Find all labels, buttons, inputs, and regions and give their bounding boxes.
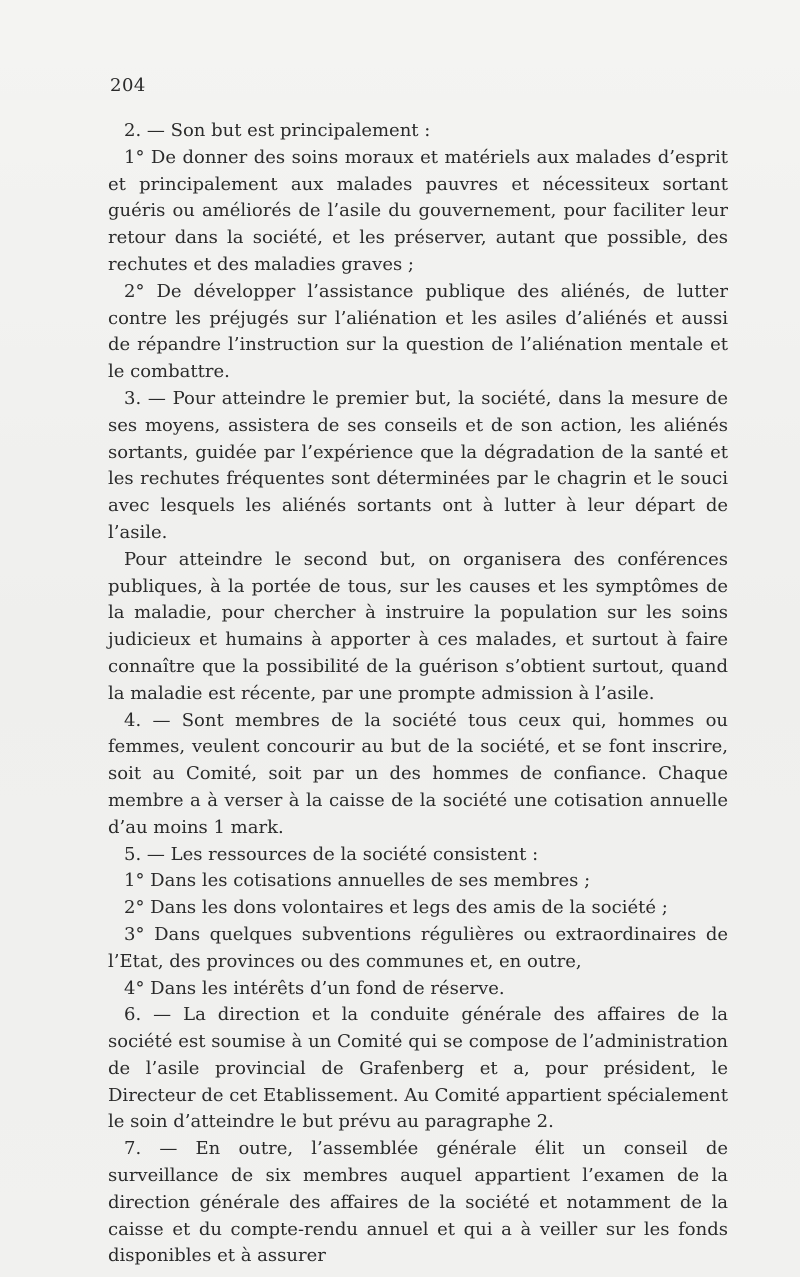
paragraph-article-5-item-4: 4° Dans les intérêts d’un fond de réserve. (124, 977, 505, 999)
body-text (108, 118, 728, 1270)
paragraph-article-2-item-1: 1° De donner des soins moraux et matériels aux malades d’esprit et principalement aux malades pauvres et nécessiteux sortant guéris ou améliorés de l’asile du gouvernement, pour faciliter leur retour dans la société, et les préserver, autant que possible, des rechutes et des maladies graves ; (108, 146, 728, 275)
paragraph-article-7: 7. — En outre, l’assemblée générale élit un conseil de surveillance de six membres auquel appartient l’examen de la direction générale des affaires de la société et notamment de la caisse et du compte-rendu annuel et qui a à veiller sur les fonds disponibles et à assurer (108, 1138, 728, 1267)
paragraph-article-3-second-goal: Pour atteindre le second but, on organisera des conférences publiques, à la portée de tous, sur les causes et les symptômes de la maladie, pour chercher à instruire la population sur les soins judicieux et humains à apporter à ces malades, et surtout à faire connaître que la possibilité de la guérison s’obtient surtout, quand la maladie est récente, par une prompte admission à l’asile. (108, 548, 728, 704)
paragraph-article-2-item-2: 2° De développer l’assistance publique des aliénés, de lutter contre les préjugés sur l’aliénation et les asiles d’aliénés et aussi de répandre l’instruction sur la question de l’aliénation mentale et le combattre. (108, 280, 728, 383)
paragraph-article-5-item-3: 3° Dans quelques subventions régulières ou extraordinaires de l’Etat, des provinces ou des communes et, en outre, (108, 923, 728, 972)
page-number: 204 (110, 75, 146, 96)
paragraph-article-4: 4. — Sont membres de la société tous ceux qui, hommes ou femmes, veulent concourir au but de la société, et se font inscrire, soit au Comité, soit par un des hommes de confiance. Chaque membre a à verser à la caisse de la société une cotisation annuelle d’au moins 1 mark. (108, 709, 728, 838)
paragraph-article-5-item-2: 2° Dans les dons volontaires et legs des amis de la société ; (124, 897, 668, 919)
paragraph-article-2-intro: 2. — Son but est principalement : (124, 120, 431, 141)
paragraph-article-5-item-1: 1° Dans les cotisations annuelles de ses membres ; (124, 870, 591, 892)
paragraph-article-3: 3. — Pour atteindre le premier but, la société, dans la mesure de ses moyens, assistera de ses conseils et de son action, les aliénés sortants, guidée par l’expérience que la dégradation de la santé et les rechutes fréquentes sont déterminées par le chagrin et le souci avec lesquels les aliénés sortants ont à lutter à leur départ de l’asile. (108, 387, 728, 543)
paragraph-article-6: 6. — La direction et la conduite générale des affaires de la société est soumise à un Comité qui se compose de l’administration de l’asile provincial de Grafenberg et a, pour président, le Directeur de cet Etablissement. Au Comité appartient spécialement le soin d’atteindre le but prévu au paragraphe 2. (108, 1004, 728, 1133)
paragraph-article-5-intro: 5. — Les ressources de la société consistent : (124, 843, 539, 865)
